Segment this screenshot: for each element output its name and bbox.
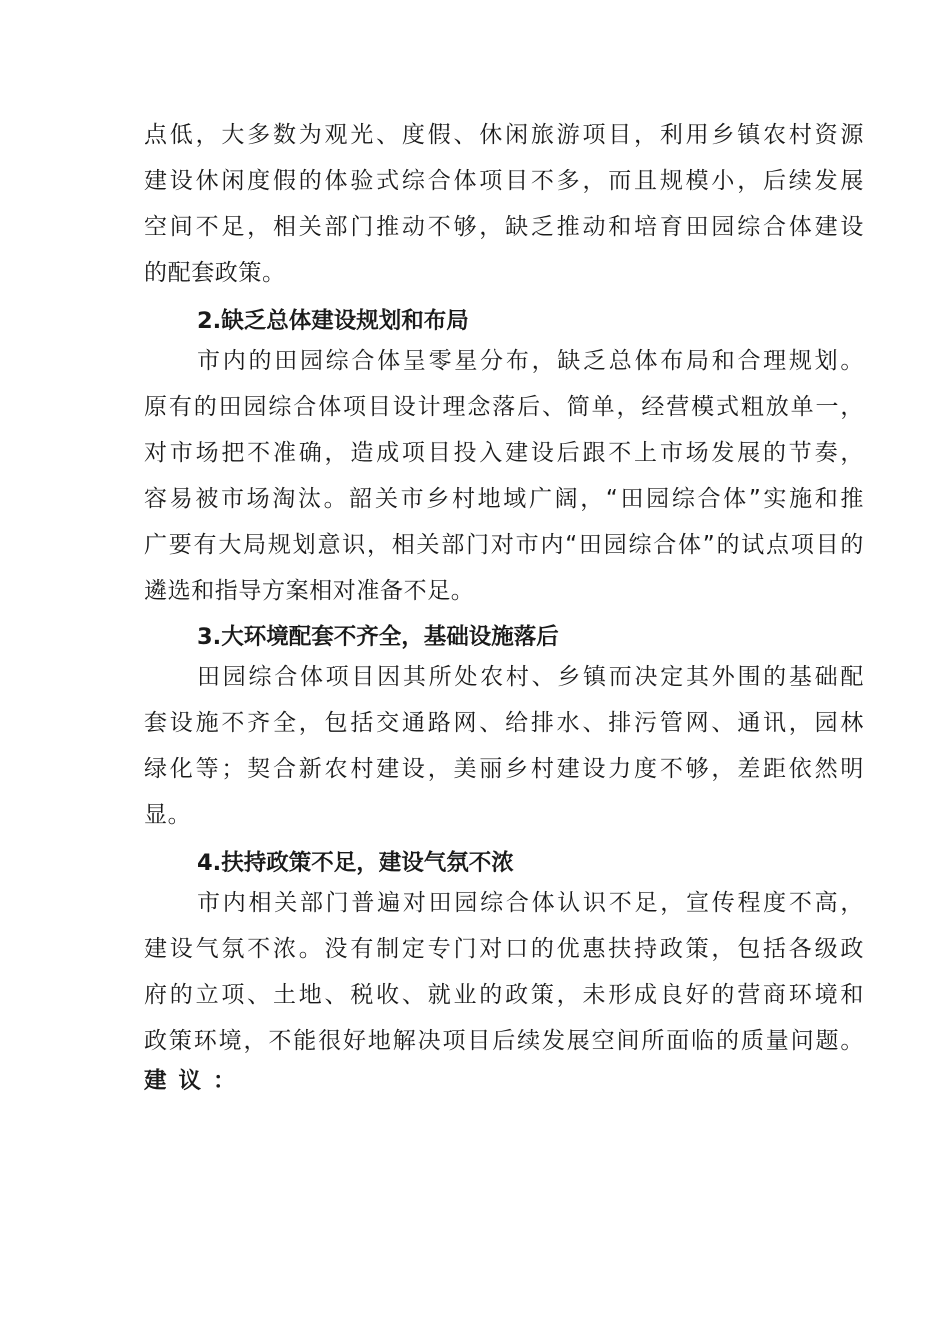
paragraph-line: 容易被市场淘汰。韶关市乡村地域广阔，“田园综合体”实施和推: [144, 486, 864, 512]
paragraph-line: 政策环境，不能很好地解决项目后续发展空间所面临的质量问题。: [144, 1028, 864, 1054]
paragraph-line: 市内的田园综合体呈零星分布，缺乏总体布局和合理规划。: [197, 348, 864, 374]
paragraph-line: 对市场把不准确，造成项目投入建设后跟不上市场发展的节奏，: [144, 440, 864, 466]
paragraph-line: 显。: [144, 802, 192, 828]
paragraph-line: 市内相关部门普遍对田园综合体认识不足，宣传程度不高，: [197, 890, 864, 916]
section-heading: 4.扶持政策不足，建设气氛不浓: [197, 850, 514, 876]
paragraph-line: 遴选和指导方案相对准备不足。: [144, 578, 475, 604]
section-heading: 3.大环境配套不齐全，基础设施落后: [197, 624, 559, 650]
paragraph-line: 广要有大局规划意识，相关部门对市内“田园综合体”的试点项目的: [144, 532, 864, 558]
paragraph-line: 的配套政策。: [144, 260, 286, 286]
paragraph-line: 空间不足，相关部门推动不够，缺乏推动和培育田园综合体建设: [144, 214, 864, 240]
paragraph-line: 绿化等；契合新农村建设，美丽乡村建设力度不够，差距依然明: [144, 756, 864, 782]
paragraph-line: 套设施不齐全，包括交通路网、给排水、排污管网、通讯，园林: [144, 710, 864, 736]
paragraph-line: 原有的田园综合体项目设计理念落后、简单，经营模式粗放单一，: [144, 394, 864, 420]
suggestions-label: 建议：: [144, 1068, 248, 1094]
section-heading: 2.缺乏总体建设规划和布局: [197, 308, 469, 334]
paragraph-line: 建设气氛不浓。没有制定专门对口的优惠扶持政策，包括各级政: [144, 936, 864, 962]
paragraph-line: 府的立项、土地、税收、就业的政策，未形成良好的营商环境和: [144, 982, 864, 1008]
paragraph-line: 建设休闲度假的体验式综合体项目不多，而且规模小，后续发展: [144, 168, 864, 194]
paragraph-line: 田园综合体项目因其所处农村、乡镇而决定其外围的基础配: [197, 664, 864, 690]
paragraph-line: 点低，大多数为观光、度假、休闲旅游项目，利用乡镇农村资源: [144, 122, 864, 148]
